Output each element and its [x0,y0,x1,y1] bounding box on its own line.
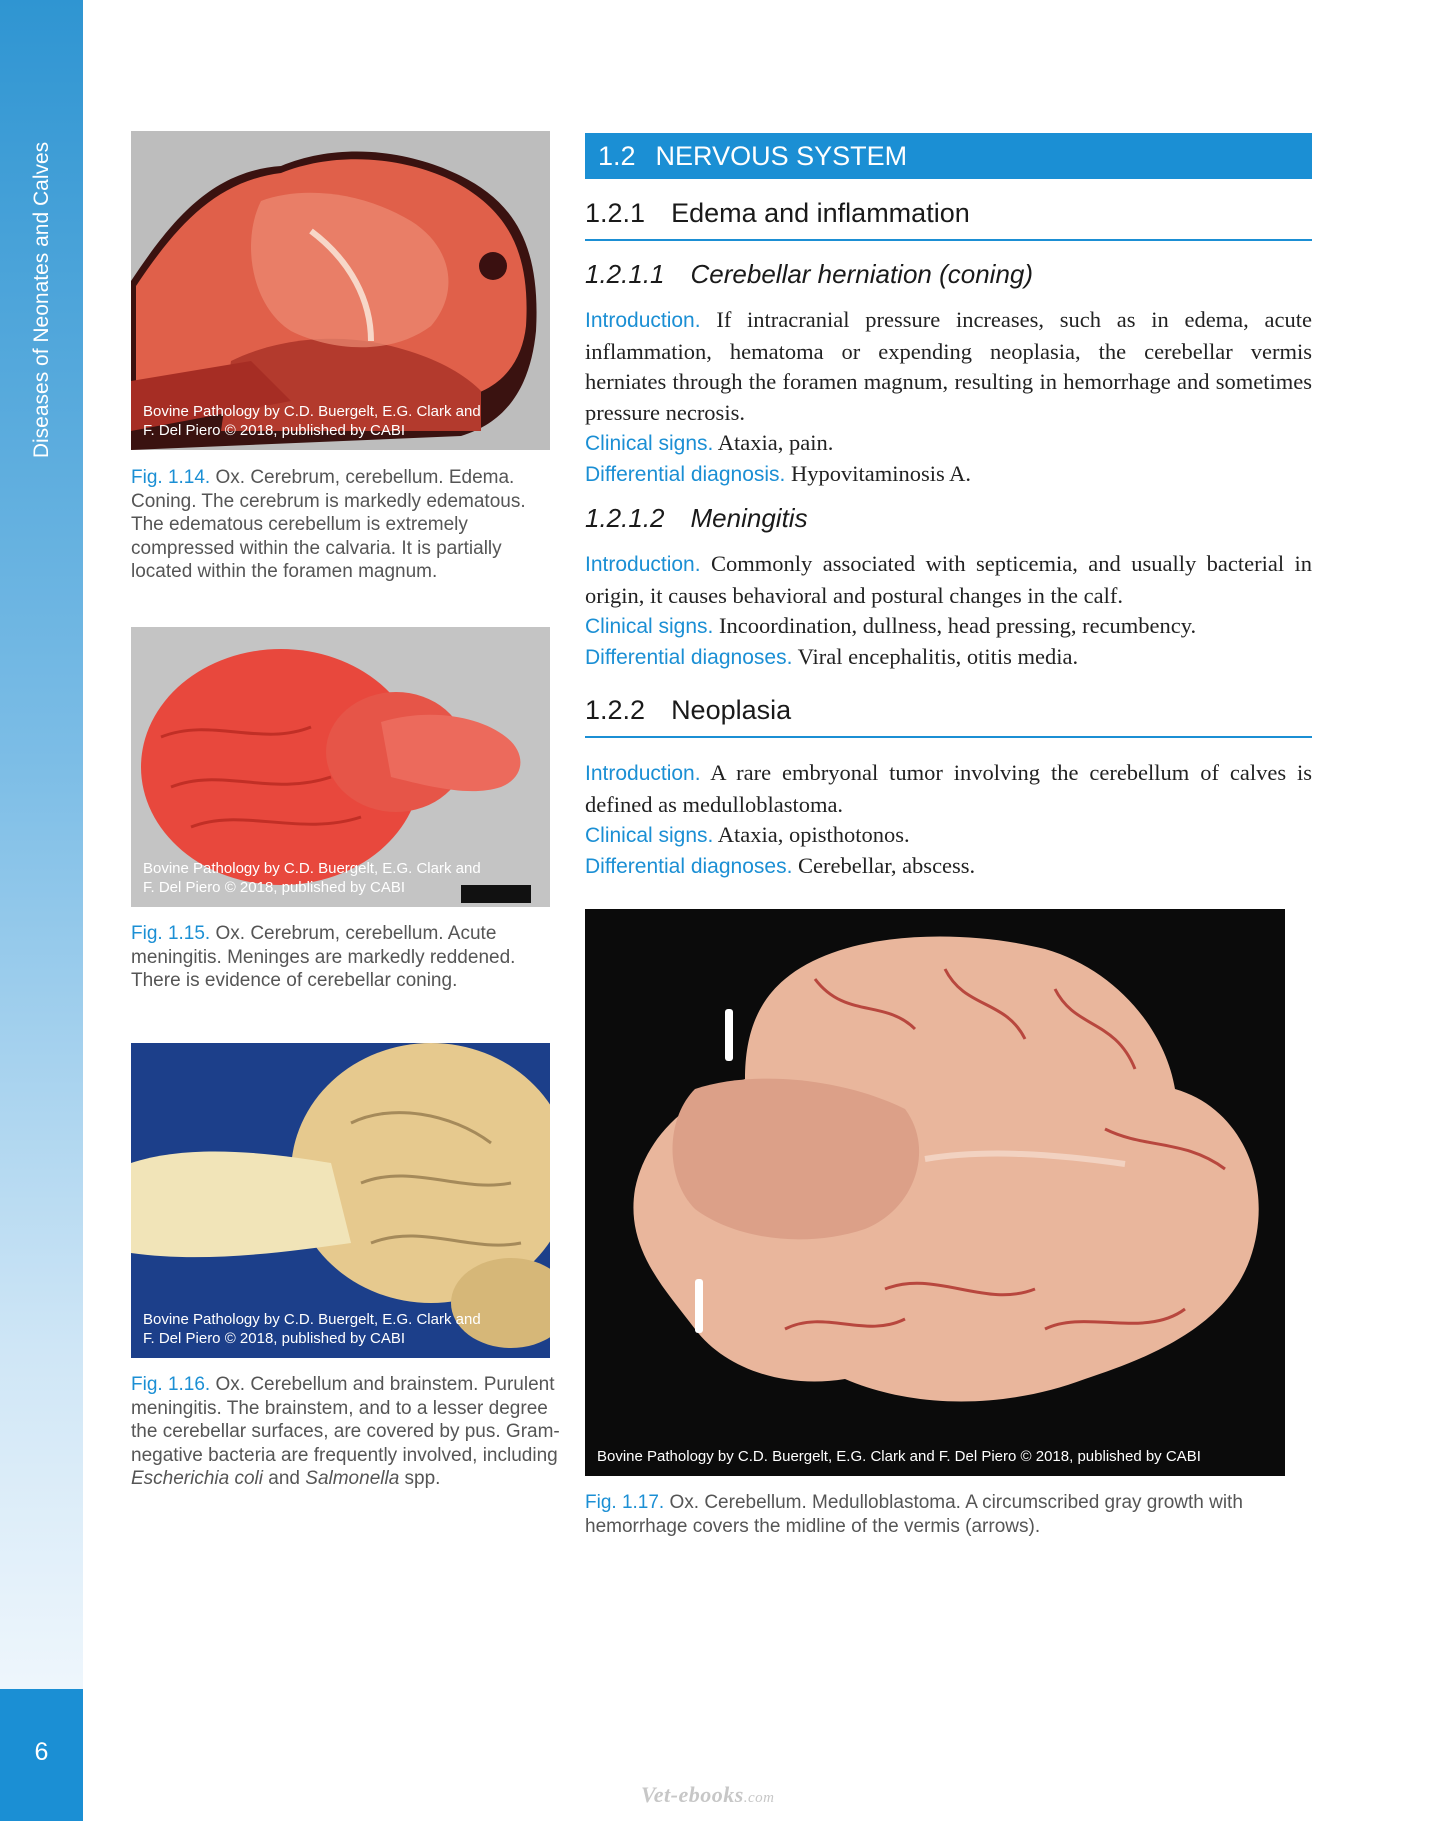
paragraph-label: Clinical signs. [585,824,714,847]
caption-text: Ox. Cerebrum, cerebellum. Edema. Coning. The cerebrum is markedly edematous. The edematous cerebellum is extremely compressed within the calvaria. It is partially located within the foramen magnum. [131,467,526,582]
section-banner [585,133,1312,179]
paragraph-label: Introduction. [585,553,701,576]
paragraph-text: If intracranial pressure increases, such as in edema, acute inflammation, hematoma or expending neoplasia, the cerebellar vermis herniates through the foramen magnum, resulting in hemorrhage and sometimes pressure necrosis. [585,307,1312,425]
paragraph-introduction [585,305,1312,428]
photo-credit: Bovine Pathology by C.D. Buergelt, E.G. Clark and F. Del Piero © 2018, published by CABI [597,1448,1201,1465]
sidebar-footer [0,1689,83,1821]
watermark-suffix: .com [743,1790,775,1806]
figure-1-14-photo [131,131,550,450]
figure-label: Fig. 1.14. [131,467,211,488]
caption-text: Ox. Cerebellum and brainstem. Purulent meningitis. The brainstem, and to a lesser degree the cerebellar surfaces, are covered by pus. Gram-negative bacteria are frequently involved, including [131,1374,560,1466]
figure-1-15-photo [131,627,550,907]
paragraph-text: Ataxia, pain. [717,430,834,455]
section-title: NERVOUS SYSTEM [655,141,908,171]
caption-fig-1-17 [585,1491,1285,1538]
caption-fig-1-15 [131,922,561,993]
paragraph-introduction [585,758,1312,820]
paragraph-label: Differential diagnoses. [585,855,793,878]
topic-title: Meningitis [690,503,808,533]
paragraph-differential [585,459,1312,491]
paragraph-label: Introduction. [585,309,701,332]
caption-fig-1-14 [131,466,561,584]
caption-text: spp. [399,1468,441,1489]
subsection-title: Edema and inflammation [671,198,970,228]
subsection-heading [585,198,1312,241]
paragraph-differential [585,851,1312,883]
paragraph-clinical-signs [585,611,1312,643]
topic-number: 1.2.1.2 [585,503,665,533]
paragraph-text: Hypovitaminosis A. [791,461,972,486]
caption-species: Salmonella [305,1468,400,1489]
subsection-title: Neoplasia [671,695,792,725]
photo-credit: Bovine Pathology by C.D. Buergelt, E.G. Clark and F. Del Piero © 2018, published by CABI [143,1311,481,1347]
paragraph-text: Viral encephalitis, otitis media. [797,644,1079,669]
photo-credit: Bovine Pathology by C.D. Buergelt, E.G. Clark and F. Del Piero © 2018, published by CABI [143,403,481,439]
page-number: 6 [34,1738,49,1766]
figure-label: Fig. 1.16. [131,1374,211,1395]
topic-heading [585,503,1312,534]
paragraph-clinical-signs [585,820,1312,852]
watermark-main: Vet-ebooks [641,1782,744,1807]
section-number: 1.2 [598,141,636,171]
paragraph-text: Commonly associated with septicemia, and usually bacterial in origin, it causes behavioral and postural changes in the calf. [585,551,1313,608]
figure-1-17-photo [585,909,1285,1476]
paragraph-label: Differential diagnoses. [585,646,793,669]
topic-title: Cerebellar herniation (coning) [690,259,1034,289]
caption-text: Ox. Cerebellum. Medulloblastoma. A circumscribed gray growth with hemorrhage covers the midline of the vermis (arrows). [585,1492,1243,1537]
paragraph-introduction [585,549,1312,611]
paragraph-text: A rare embryonal tumor involving the cerebellum of calves is defined as medulloblastoma. [585,760,1312,817]
paragraph-label: Clinical signs. [585,432,714,455]
figure-label: Fig. 1.15. [131,923,211,944]
paragraph-text: Incoordination, dullness, head pressing, recumbency. [719,613,1197,638]
photo-credit: Bovine Pathology by C.D. Buergelt, E.G. Clark and F. Del Piero © 2018, published by CABI [143,860,481,896]
running-head: Diseases of Neonates and Calves [30,141,53,459]
paragraph-differential [585,642,1312,674]
sidebar [0,0,83,1689]
subsection-number: 1.2.1 [585,198,646,228]
figure-label: Fig. 1.17. [585,1492,665,1513]
medulloblastoma-brain-image [585,909,1285,1476]
paragraph-text: Ataxia, opisthotonos. [717,822,910,847]
subsection-heading [585,695,1312,738]
topic-number: 1.2.1.1 [585,259,665,289]
paragraph-text: Cerebellar, abscess. [798,853,976,878]
paragraph-label: Differential diagnosis. [585,463,786,486]
topic-heading [585,259,1312,290]
subsection-number: 1.2.2 [585,695,646,725]
caption-text: and [263,1468,306,1489]
caption-text: Ox. Cerebrum, cerebellum. Acute meningitis. Meninges are markedly reddened. There is evidence of cerebellar coning. [131,923,516,991]
caption-species: Escherichia coli [131,1468,263,1489]
paragraph-label: Clinical signs. [585,615,714,638]
paragraph-clinical-signs [585,428,1312,460]
paragraph-label: Introduction. [585,762,701,785]
figure-1-16-photo [131,1043,550,1358]
watermark [641,1782,775,1808]
caption-fig-1-16 [131,1373,561,1491]
